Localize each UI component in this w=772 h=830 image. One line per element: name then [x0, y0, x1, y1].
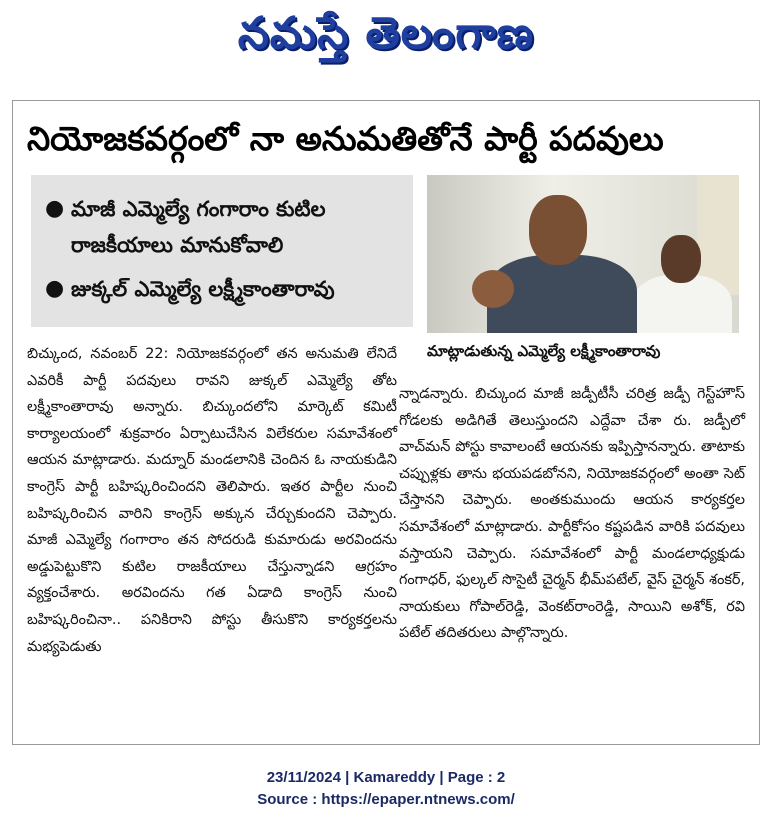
article-headline: నియోజకవర్గంలో నా అనుమతితోనే పార్టీ పదవులు — [27, 119, 664, 158]
article-clipping — [12, 100, 760, 745]
bullet-icon: ● — [45, 196, 65, 221]
bullet-icon: ● — [45, 276, 65, 301]
highlights-box — [31, 175, 413, 327]
source-line[interactable]: Source : https://epaper.ntnews.com/ — [257, 791, 515, 808]
edition-line: 23/11/2024 | Kamareddy | Page : 2 — [266, 769, 506, 786]
photo-caption: మాట్లాడుతున్న ఎమ్మెల్యే లక్ష్మీకాంతారావు — [427, 342, 661, 360]
highlight-item — [31, 191, 413, 263]
highlight-item — [31, 271, 413, 307]
highlight-text: మాజీ ఎమ్మెల్యే గంగారాం కుటిల రాజకీయాలు మానుకోవాలి — [71, 197, 326, 257]
article-column-2: న్నాడన్నారు. బిచ్కుంద మాజీ జడ్పీటీసీ చరిత్ర జడ్పీ గెస్ట్‌హౌస్ గోడలకు అడిగితే తెలుస్తుందని ఎద్దేవా చేశా రు. జడ్పీలో వాచ్‌మన్ పోస్టు కావాలంటే ఆయనకు ఇప్పిస్తానన్నారు. తాటాకు చప్పుళ్లకు తాను భయపడబోనని, నియోజకవర్గంలో అంతా సెట్ చేస్తానని చెప్పారు. అంతకుముందు ఆయన కార్యకర్తల సమావేశంలో మాట్లాడారు. పార్టీకోసం కష్టపడిన వారికి పదవులు వస్తాయని చెప్పారు. సమావేశంలో పార్టీ మండలాధ్యక్షుడు గంగాధర్, ఫుల్కల్ సొసైటీ చైర్మన్ భీమ్‌పటేల్, వైస్ చైర్మన్ శంకర్, నాయకులు గోపాల్‌రెడ్డి, వెంకట్‌రాంరెడ్డి, సాయిని అశోక్, రవి పటేల్ తదితరులు పాల్గొన్నారు. — [399, 386, 745, 642]
masthead — [0, 0, 772, 75]
article-column-1: బిచ్కుంద, నవంబర్ 22: నియోజకవర్గంలో తన అనుమతి లేనిదే ఎవరికీ పార్టీ పదవులు రావని జుక్కల్ ఎమ్మెల్యే తోట లక్ష్మీకాంతారావు అన్నారు. బిచ్కుందలోని మార్కెట్ కమిటీ కార్యాలయంలో శుక్రవారం ఏర్పాటుచేసిన విలేకరుల సమావేశంలో ఆయన మాట్లాడారు. మద్నూర్ మండలానికి చెందిన ఓ నాయకుడిని కాంగ్రెస్ పార్టీ బహిష్కరించిందని తెలిపారు. ఇతర పార్టీల నుంచి బహిష్కరించిన వారిని కాంగ్రెస్ అక్కున చేర్చుకుందని చెప్పారు. మాజీ ఎమ్మెల్యే గంగారాం తన సోదరుడి కుమారుడు అరవిందను అడ్డుపెట్టుకొని కుటిల రాజకీయాలు చేస్తున్నాడని ఆగ్రహం వ్యక్తంచేశారు. అరవిందను గత ఏడాది కాంగ్రెస్ నుంచి బహిష్కరించినా.. పనికిరాని పోస్టు తీసుకొని కార్యకర్తలను మభ్యపెడుతు — [27, 346, 397, 655]
newspaper-logo: నమస్తే తెలంగాణ — [237, 8, 535, 59]
article-photo — [427, 175, 739, 333]
highlight-text: జుక్కల్ ఎమ్మెల్యే లక్ష్మీకాంతారావు — [71, 277, 335, 301]
source-footer — [0, 767, 772, 811]
